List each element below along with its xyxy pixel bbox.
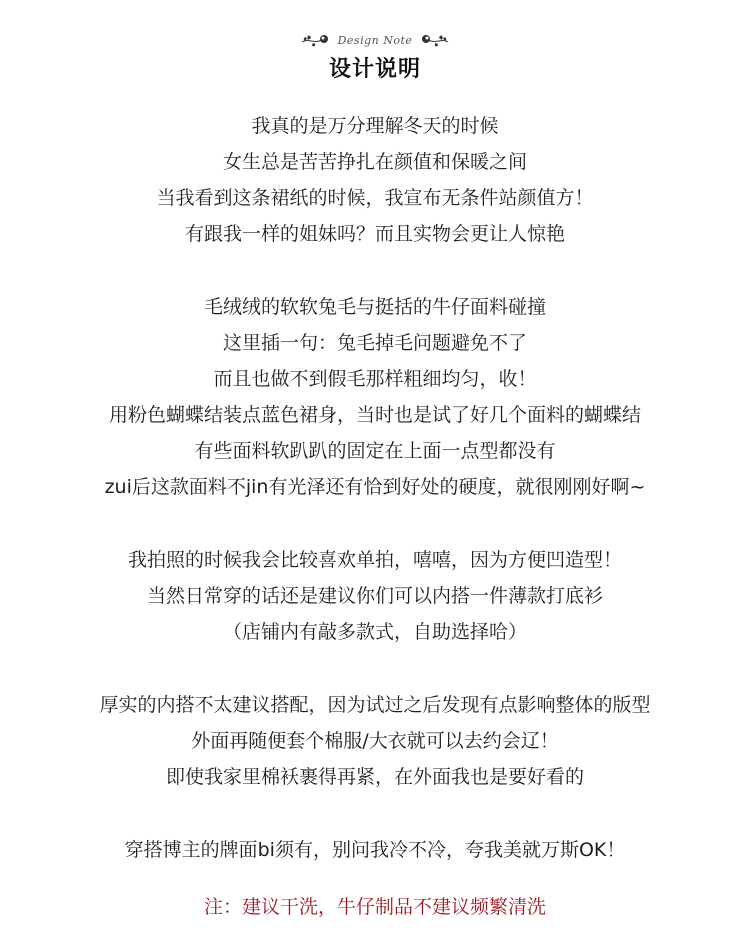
text-line: 这里插一句：兔毛掉毛问题避免不了 — [222, 332, 527, 354]
text-line: 我真的是万分理解冬天的时候 — [251, 115, 499, 137]
text-line: zui后这款面料不jin有光泽还有恰到好处的硬度，就很刚刚好啊~ — [104, 476, 646, 498]
text-line: 我拍照的时候我会比较喜欢单拍，嘻嘻，因为方便凹造型！ — [127, 549, 622, 571]
text-line: （店铺内有敲多款式，自助选择哈） — [222, 621, 527, 643]
text-line: 而且也做不到假毛那样粗细均匀，收！ — [213, 368, 537, 390]
description-body — [0, 108, 750, 868]
ornament-text: Design Note — [337, 33, 413, 47]
paragraph-gap — [0, 650, 750, 687]
text-line: 有些面料软趴趴的固定在上面一点型都没有 — [194, 440, 556, 462]
paragraph — [0, 289, 750, 505]
page-title: 设计说明 — [328, 57, 421, 82]
paragraph — [0, 542, 750, 650]
paragraph — [0, 108, 750, 252]
paragraph — [0, 687, 750, 795]
text-line: 即使我家里棉袄裹得再紧，在外面我也是要好看的 — [165, 766, 584, 788]
text-line: 用粉色蝴蝶结装点蓝色裙身，当时也是试了好几个面料的蝴蝶结 — [108, 404, 641, 426]
rose-icon — [420, 30, 450, 50]
text-line: 女生总是苦苦挣扎在颜值和保暖之间 — [222, 151, 527, 173]
text-line: 当然日常穿的话还是建议你们可以内搭一件薄款打底衫 — [146, 585, 603, 607]
paragraph-gap — [0, 795, 750, 832]
text-line: 当我看到这条裙纸的时候，我宣布无条件站颜值方！ — [156, 187, 594, 209]
text-line: 有跟我一样的姐妹吗？而且实物会更让人惊艳 — [184, 223, 565, 245]
paragraph-gap — [0, 252, 750, 289]
rose-icon — [300, 30, 330, 50]
text-line: 外面再随便套个棉服/大衣就可以去约会辽！ — [191, 730, 559, 752]
text-line: 穿搭博主的牌面bi须有，别问我冷不冷，夸我美就万斯OK！ — [124, 839, 626, 861]
paragraph — [0, 832, 750, 868]
care-note: 注：建议干洗，牛仔制品不建议频繁清洗 — [203, 896, 546, 918]
text-line: 厚实的内搭不太建议搭配，因为试过之后发现有点影响整体的版型 — [99, 694, 651, 716]
paragraph-gap — [0, 505, 750, 542]
text-line: 毛绒绒的软软兔毛与挺括的牛仔面料碰撞 — [203, 296, 546, 318]
header-ornament — [0, 28, 750, 52]
